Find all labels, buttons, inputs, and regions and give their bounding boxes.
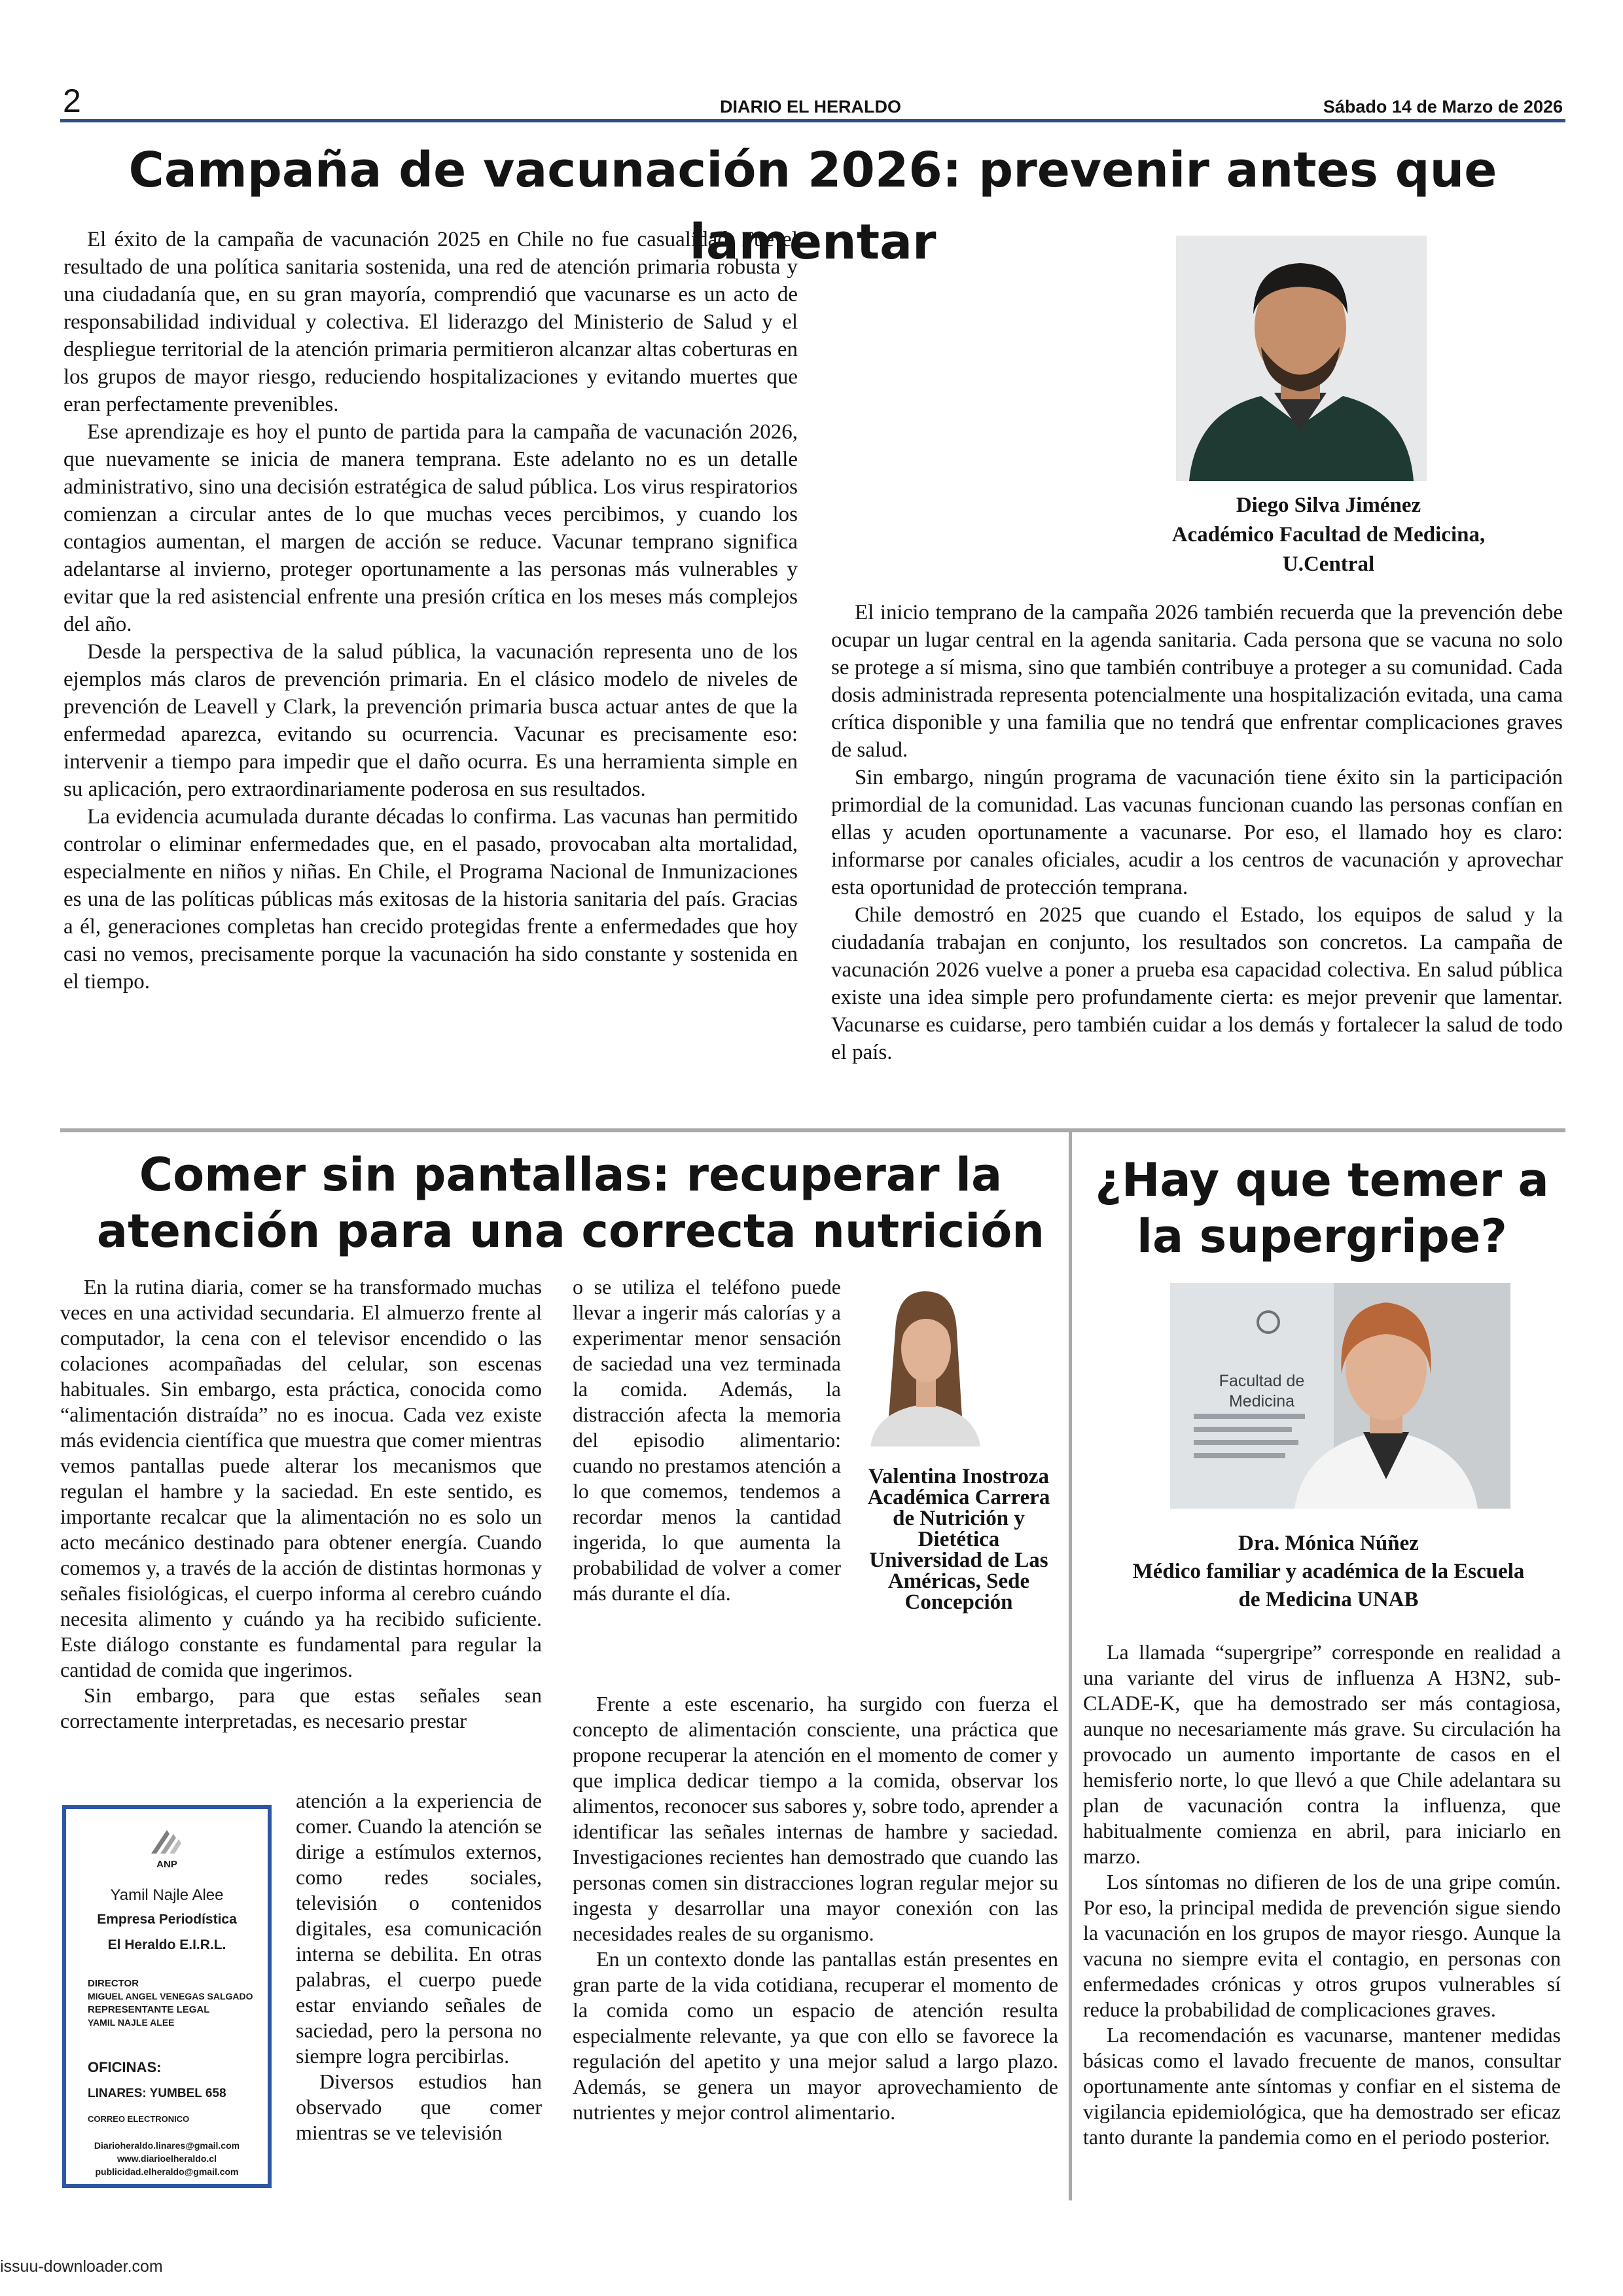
staff-owner: Yamil Najle Alee	[110, 1886, 224, 1904]
author-photo-nunez	[1170, 1283, 1510, 1509]
anp-logo-icon	[147, 1827, 187, 1856]
paragraph: Sin embargo, para que estas señales sean correctamente interpretadas, es necesario prestar	[60, 1683, 542, 1732]
headline-line: ¿Hay que temer a	[1095, 1153, 1549, 1207]
issue-date: Sábado 14 de Marzo de 2026	[1323, 97, 1563, 117]
column-divider	[1069, 1132, 1072, 2200]
staff-website-link[interactable]: www.diarioelheraldo.cl	[117, 2153, 217, 2164]
staff-email-link[interactable]: Diarioheraldo.linares@gmail.com	[94, 2140, 240, 2151]
author-institution: Concepción	[904, 1590, 1013, 1614]
newspaper-name: DIARIO EL HERALDO	[720, 97, 902, 117]
author-title: de Nutrición y	[893, 1507, 1025, 1530]
nutrition-column-2-top	[573, 1274, 841, 1606]
paragraph: Desde la perspectiva de la salud pública, la vacunación representa uno de los ejemplos más claros de prevención primaria. En el clásico modelo de niveles de prevención de Leavell y Clark, la prevención primaria busca actuar antes de que la enfermedad aparezca, evitando su ocurrencia. Vacunar es precisamente eso: intervenir a tiempo para impedir que el daño ocurra. Es una herramienta simple en su aplicación, pero extraordinariamente poderosa en sus resultados.	[63, 640, 798, 801]
portrait-woman-icon	[857, 1286, 993, 1446]
nutrition-column-2-bottom	[573, 1691, 1058, 2125]
author-photo-inostroza	[857, 1286, 993, 1446]
staff-company: Empresa Periodística	[97, 1912, 237, 1927]
staff-box	[62, 1805, 272, 2188]
author-title: Dietética	[918, 1528, 1000, 1551]
paragraph: La llamada “supergripe” corresponde en realidad a una variante del virus de influenza A H3N2, sub-CLADE-K, que ha demostrado ser más contagiosa, aunque no necesariamente más grave. Su circulación ha provocado un aumento importante de casos en el hemisferio norte, lo que llevó a que Chile adelantara su plan de vacunación contra la influenza, que habitualmente comienza en abril, para iniciarlo en marzo.	[1083, 1640, 1561, 1868]
anp-logo-text: ANP	[156, 1859, 177, 1870]
paragraph: atención a la experiencia de comer. Cuando la atención se dirige a estímulos externos, como redes sociales, televisión o contenidos digitales, esa comunicación interna se debilita. En otras palabras, el cuerpo puede estar enviando señales de saciedad, pero la persona no siempre logra percibirlas.	[296, 1789, 542, 2068]
faculty-sign-line: Facultad de	[1219, 1372, 1305, 1390]
paragraph: Chile demostró en 2025 que cuando el Estado, los equipos de salud y la ciudadanía trabajan en conjunto, los resultados son concretos. La campaña de vacunación 2026 vuelve a poner a prueba esa capacidad colectiva. En salud pública existe una idea simple pero profundamente cierta: es mejor prevenir que lamentar. Vacunarse es cuidarse, pero también cuidar a los demás y fortalecer la salud de todo el país.	[831, 903, 1563, 1064]
author-institution: Américas, Sede	[887, 1570, 1030, 1593]
nutrition-headline	[60, 1147, 1081, 1259]
main-article-column-2	[831, 599, 1563, 1066]
paragraph: Sin embargo, ningún programa de vacunación tiene éxito sin la participación primordial de la comunidad. Las vacunas funcionan cuando las personas confían en ellas y acuden oportunamente a vacunarse. Por eso, el llamado hoy es claro: informarse por canales oficiales, acudir a los centros de vacunación y aprovechar esta oportunidad de protección temprana.	[831, 766, 1563, 899]
supergripe-headline	[1077, 1152, 1567, 1265]
author-title: Académica Carrera	[867, 1486, 1050, 1509]
headline-line: atención para una correcta nutrición	[96, 1204, 1045, 1258]
headline-line: la supergripe?	[1136, 1210, 1507, 1263]
page-number: 2	[63, 82, 81, 119]
paragraph: La evidencia acumulada durante décadas lo confirma. Las vacunas han permitido controlar o eliminar enfermedades que, en el pasado, provocaban alta mortalidad, especialmente en niños y niñas. En Chile, el Programa Nacional de Inmunizaciones es una de las políticas públicas más exitosas de la historia sanitaria del país. Gracias a él, generaciones completas han crecido protegidas frente a enfermedades que hoy casi no vemos, precisamente porque la vacunación ha sido constante y sostenida en el tiempo.	[63, 805, 798, 994]
paragraph: La recomendación es vacunarse, mantener medidas básicas como el lavado frecuente de manos, consultar oportunamente ante síntomas y confiar en el sistema de vigilancia epidemiológica, que ha demostrado ser eficaz tanto durante la pandemia como en el periodo posterior.	[1083, 2023, 1561, 2149]
main-article-column-1	[63, 226, 798, 996]
header-rule	[60, 119, 1565, 122]
author-caption-nunez	[1086, 1530, 1571, 1614]
staff-rep-name: YAMIL NAJLE ALEE	[88, 2017, 175, 2028]
author-title: Académico Facultad de Medicina,	[1171, 523, 1486, 547]
staff-offices-value: LINARES: YUMBEL 658	[88, 2087, 226, 2100]
source-watermark: issuu-downloader.com	[0, 2257, 163, 2276]
paragraph: Ese aprendizaje es hoy el punto de partida para la campaña de vacunación 2026, que nuevamente se inicia de manera temprana. Este adelanto no es un detalle administrativo, sino una decisión estratégica de salud pública. Los virus respiratorios comienzan a circular antes de lo que muchas veces percibimos, y cuando los contagios aumentan, el margen de acción se reduce. Vacunar temprano significa adelantarse al invierno, proteger oportunamente a las personas más vulnerables y evitar que la red asistencial enfrente una presión crítica en los meses más complejos del año.	[63, 420, 798, 636]
nutrition-column-1-continued	[296, 1788, 542, 2145]
staff-rep-label: REPRESENTANTE LEGAL	[88, 2004, 210, 2015]
staff-offices-label: OFICINAS:	[88, 2059, 162, 2075]
staff-company-name: El Heraldo E.I.R.L.	[107, 1937, 226, 1952]
paragraph: El éxito de la campaña de vacunación 2025 en Chile no fue casualidad. Fue el resultado de una política sanitaria sostenida, una red de atención primaria robusta y una ciudadanía que, en su gran mayoría, comprendió que vacunarse es un acto de responsabilidad individual y colectiva. El liderazgo del Ministerio de Salud y el despliegue territorial de la atención primaria permitieron alcanzar altas coberturas en los grupos de mayor riesgo, reduciendo hospitalizaciones y evitando muertes que eran perfectamente prevenibles.	[63, 228, 798, 416]
author-title: Médico familiar y académica de la Escuela	[1132, 1560, 1525, 1583]
author-caption-inostroza	[838, 1466, 1080, 1613]
author-institution: U.Central	[1282, 552, 1375, 576]
anp-logo	[66, 1827, 268, 1870]
paragraph: En un contexto donde las pantallas están presentes en gran parte de la vida cotidiana, recuperar el momento de la comida como un espacio de atención resulta especialmente relevante, ya que con ello se favorece la regulación del apetito y una mejor salud a largo plazo. Además, se genera un mayor aprovechamiento de nutrientes y mejor control alimentario.	[573, 1947, 1058, 2124]
staff-director-label: DIRECTOR	[88, 1978, 139, 1989]
section-divider	[60, 1128, 1565, 1132]
staff-email-link-2[interactable]: publicidad.elheraldo@gmail.com	[95, 2166, 239, 2177]
author-name: Valentina Inostroza	[868, 1465, 1049, 1488]
paragraph: El inicio temprano de la campaña 2026 también recuerda que la prevención debe ocupar un lugar central en la agenda sanitaria. Cada persona que se vacuna no solo se protege a sí misma, sino que también contribuye a proteger a su comunidad. Cada dosis administrada representa potencialmente una hospitalización evitada, una cama crítica disponible y una familia que no tendrá que enfrentar complicaciones graves de salud.	[831, 601, 1563, 762]
nutrition-column-1	[60, 1274, 542, 1734]
paragraph: Los síntomas no difieren de los de una gripe común. Por eso, la principal medida de prevención sigue siendo la vacunación en los grupos de mayor riesgo. Aunque la vacuna no siempre evita el contagio, en personas con enfermedades crónicas y otros grupos vulnerables sí reduce la probabilidad de complicaciones graves.	[1083, 1870, 1561, 2021]
paragraph: En la rutina diaria, comer se ha transformado muchas veces en una actividad secundaria. El almuerzo frente al computador, la cena con el televisor encendido o las colaciones acompañadas del celular, son escenas habituales. Sin embargo, esta práctica, conocida como “alimentación distraída” no es inocua. Cada vez existe más evidencia científica que muestra que comer mientras vemos pantallas puede alterar los mecanismos que regulan el hambre y la saciedad. En este sentido, es importante recalcar que la alimentación no es solo un acto mecánico destinado para obtener energía. Cuando comemos y, a través de la acción de distintas hormonas y señales fisiológicas, el cuerpo informa al cerebro cuándo necesita alimento y cuándo ya ha recibido suficiente. Este diálogo constante es fundamental para regular la cantidad de comida que ingerimos.	[60, 1275, 542, 1681]
paragraph: Diversos estudios han observado que comer mientras se ve televisión	[296, 2070, 542, 2144]
author-name: Diego Silva Jiménez	[1236, 493, 1421, 517]
headline-line: Comer sin pantallas: recuperar la	[139, 1148, 1003, 1202]
paragraph: o se utiliza el teléfono puede llevar a ingerir más calorías y a experimentar menor sensación de saciedad una vez terminada la comida. Además, la distracción afecta la memoria del episodio alimentario: cuando no prestamos atención a lo que comemos, tendemos a recordar menos la cantidad ingerida, lo que aumenta la probabilidad de volver a comer más durante el día.	[573, 1275, 841, 1605]
supergripe-column	[1083, 1640, 1561, 2150]
author-institution: de Medicina UNAB	[1238, 1588, 1419, 1611]
portrait-man-icon	[1176, 236, 1427, 481]
faculty-sign-line: Medicina	[1228, 1392, 1295, 1410]
paragraph: Frente a este escenario, ha surgido con fuerza el concepto de alimentación consciente, una práctica que propone recuperar la atención en el momento de comer y que implica dedicar tiempo a la comida, observar los alimentos, reconocer sus sabores y, sobre todo, aprender a identificar las señales internas de hambre y saciedad. Investigaciones recientes han demostrado que cuando las personas comen sin distracciones logran regular mejor su ingesta y desarrollar una mayor conexión con las necesidades reales de su organismo.	[573, 1692, 1058, 1945]
staff-director-name: MIGUEL ANGEL VENEGAS SALGADO	[88, 1991, 253, 2001]
author-name: Dra. Mónica Núñez	[1238, 1532, 1419, 1555]
author-caption-silva	[1113, 491, 1544, 579]
faculty-sign	[1209, 1371, 1314, 1412]
staff-email-label: CORREO ELECTRONICO	[88, 2114, 190, 2124]
author-institution: Universidad de Las	[869, 1549, 1048, 1572]
main-headline: Campaña de vacunación 2026: prevenir antes que lamentar	[128, 142, 1497, 270]
author-photo-silva	[1176, 236, 1427, 481]
